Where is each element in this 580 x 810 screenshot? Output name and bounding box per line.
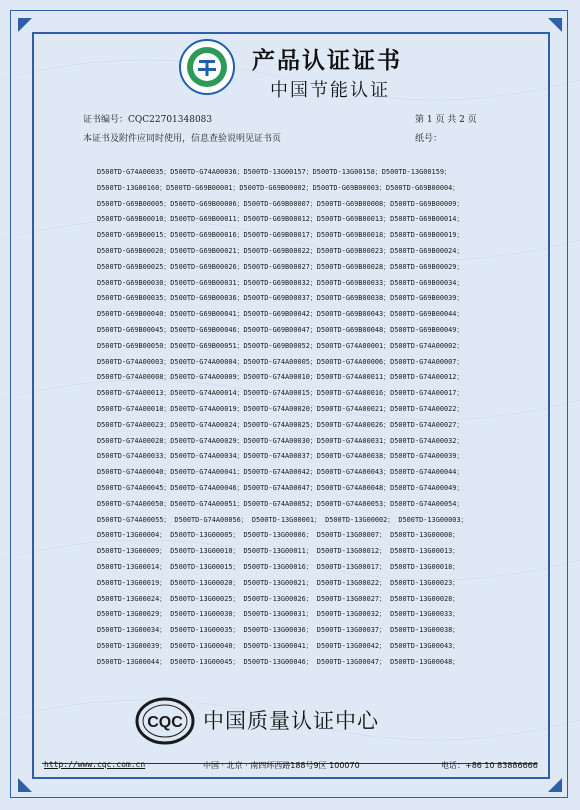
page-info: 第 1 页 共 2 页 — [415, 115, 477, 125]
model-line: D500TD-G74A00023；D500TD-G74A00024；D500TD-G74A00025；D500TD-G74A00026；D500TD-G74A00027； — [97, 420, 464, 429]
corner-ornament-bottom-right — [546, 776, 564, 794]
model-line: D500TD-13G00009； D500TD-13G00010； D500TD-13G00011； D500TD-13G00012； D500TD-13G00013； — [97, 547, 460, 556]
model-line: D500TD-G74A00013；D500TD-G74A00014；D500TD-G74A00015；D500TD-G74A00016；D500TD-G74A00017； — [97, 389, 464, 398]
website-link[interactable]: http://www.cqc.com.cn — [44, 760, 146, 769]
model-line: D500TD-13G00044； D500TD-13G00045； D500TD-13G00046； D500TD-13G00047； D500TD-13G00048； — [97, 657, 460, 666]
model-line: D500TD-G69B00035；D500TD-G69B00036；D500TD-G69B00037；D500TD-G69B00038；D500TD-G69B00039； — [97, 294, 464, 303]
certificate-title: 产品认证证书 — [252, 48, 402, 74]
model-line: D500TD-13G00014； D500TD-13G00015； D500TD-13G00016； D500TD-13G00017； D500TD-13G00018； — [97, 562, 460, 571]
model-line: D500TD-13G00024； D500TD-13G00025； D500TD-13G00026； D500TD-13G00027； D500TD-13G00028； — [97, 594, 460, 603]
model-line: D500TD-G69B00010；D500TD-G69B00011；D500TD-G69B00012；D500TD-G69B00013；D500TD-G69B00014； — [97, 215, 464, 224]
model-line: D500TD-G74A00018；D500TD-G74A00019；D500TD-G74A00020；D500TD-G74A00021；D500TD-G74A00022； — [97, 404, 464, 413]
corner-ornament-top-right — [546, 16, 564, 34]
model-line: D500TD-G74A00035；D500TD-G74A00036；D500TD-13G00157；D500TD-13G00158；D500TD-13G00159； — [97, 168, 451, 176]
model-line: D500TD-G69B00020；D500TD-G69B00021；D500TD-G69B00022；D500TD-G69B00023；D500TD-G69B00024； — [97, 246, 464, 255]
model-line: D500TD-G74A00040；D500TD-G74A00041；D500TD-G74A00042；D500TD-G74A00043；D500TD-G74A00044； — [97, 468, 464, 477]
paper-number: 纸号： — [415, 134, 443, 144]
model-line: D500TD-G69B00005；D500TD-G69B00006；D500TD-G69B00007；D500TD-G69B00008；D500TD-G69B00009； — [97, 199, 464, 208]
model-line: D500TD-G69B00030；D500TD-G69B00031；D500TD-G69B00032；D500TD-G69B00033；D500TD-G69B00034； — [97, 278, 464, 287]
model-line: D500TD-G74A00055； D500TD-G74A00056； D500TD-13G00001； D500TD-13G00002； D500TD-13G00003； — [97, 515, 468, 524]
corner-ornament-bottom-left — [16, 776, 34, 794]
model-line: D500TD-G69B00025；D500TD-G69B00026；D500TD-G69B00027；D500TD-G69B00028；D500TD-G69B00029； — [97, 262, 464, 271]
energy-saving-logo-icon — [178, 38, 236, 96]
usage-note: 本证书及附件应同时使用，信息查验说明见证书页 — [83, 134, 282, 144]
model-line: D500TD-13G00029； D500TD-13G00030； D500TD-13G00031； D500TD-13G00032； D500TD-13G00033； — [97, 610, 460, 619]
model-list — [97, 165, 517, 671]
telephone: 电话：+86 10 83886666 — [441, 761, 538, 770]
model-line: D500TD-13G00039； D500TD-13G00040； D500TD-13G00041； D500TD-13G00042； D500TD-13G00043； — [97, 641, 460, 650]
model-line: D500TD-G69B00015；D500TD-G69B00016；D500TD-G69B00017；D500TD-G69B00018；D500TD-G69B00019； — [97, 231, 464, 240]
cqc-logo-icon — [135, 697, 195, 745]
model-line: D500TD-G74A00050；D500TD-G74A00051；D500TD-G74A00052；D500TD-G74A00053；D500TD-G74A00054； — [97, 499, 464, 508]
address: 中国 · 北京 · 南四环西路188号9区 100070 — [203, 761, 360, 770]
model-line: D500TD-G69B00040；D500TD-G69B00041；D500TD-G69B00042；D500TD-G69B00043；D500TD-G69B00044； — [97, 310, 464, 319]
model-line: D500TD-G69B00045；D500TD-G69B00046；D500TD-G69B00047；D500TD-G69B00048；D500TD-G69B00049； — [97, 325, 464, 334]
model-line: D500TD-G74A00028；D500TD-G74A00029；D500TD-G74A00030；D500TD-G74A00031；D500TD-G74A00032； — [97, 436, 464, 445]
model-line: D500TD-13G00019； D500TD-13G00020； D500TD-13G00021； D500TD-13G00022； D500TD-13G00023； — [97, 578, 460, 587]
model-line: D500TD-G74A00003；D500TD-G74A00004；D500TD-G74A00005；D500TD-G74A00006；D500TD-G74A00007； — [97, 357, 464, 366]
certificate-number: 证书编号：CQC22701348083 — [83, 115, 213, 125]
certificate-subtitle: 中国节能认证 — [270, 80, 390, 101]
svg-text:CQC: CQC — [147, 714, 183, 731]
model-line: D500TD-G74A00008；D500TD-G74A00009；D500TD-G74A00010；D500TD-G74A00011；D500TD-G74A00012； — [97, 373, 464, 382]
model-line: D500TD-G74A00045；D500TD-G74A00046；D500TD-G74A00047；D500TD-G74A00048；D500TD-G74A00049； — [97, 483, 464, 492]
organization-name: 中国质量认证中心 — [203, 709, 379, 733]
model-line: D500TD-G69B00050；D500TD-G69B00051；D500TD-G69B00052；D500TD-G74A00001；D500TD-G74A00002； — [97, 341, 464, 350]
model-line: D500TD-G74A00033；D500TD-G74A00034；D500TD-G74A00037；D500TD-G74A00038；D500TD-G74A00039； — [97, 452, 464, 461]
corner-ornament-top-left — [16, 16, 34, 34]
model-line: D500TD-13G00034； D500TD-13G00035； D500TD-13G00036； D500TD-13G00037； D500TD-13G00038； — [97, 626, 460, 635]
model-line: D500TD-13G00160；D500TD-G69B00001；D500TD-G69B00002；D500TD-G69B00003；D500TD-G69B00004； — [97, 183, 460, 192]
model-line: D500TD-13G00004； D500TD-13G00005； D500TD-13G00006； D500TD-13G00007； D500TD-13G00008； — [97, 531, 460, 540]
